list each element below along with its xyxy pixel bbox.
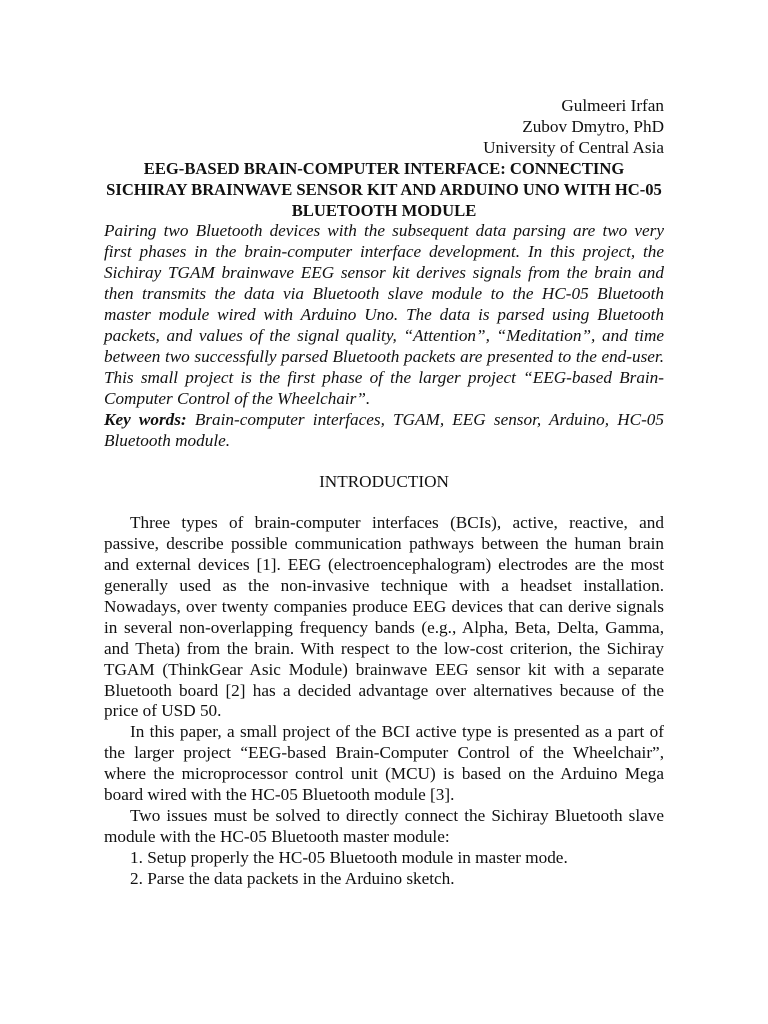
intro-paragraph-3: Two issues must be solved to directly connect the Sichiray Bluetooth slave module with the HC-05 Bluetooth master module: <box>104 806 664 846</box>
list-item-1: 1. Setup properly the HC-05 Bluetooth module in master mode. <box>130 847 568 867</box>
intro-paragraph-1: Three types of brain-computer interfaces (BCIs), active, reactive, and passive, describe possible communication pathways between the human brain and external devices [1]. EEG (electroencephalogram) electrodes are the most generally used as the non-invasive technique with a headset installation. Nowadays, over twenty companies produce EEG devices that can derive signals in several non-overlapping frequency bands (e.g., Alpha, Beta, Delta, Gamma, and Theta) from the brain. With respect to the low-cost criterion, the Sichiray TGAM (ThinkGear Asic Module) brainwave EEG sensor kit with a separate Bluetooth board [2] has a decided advantage over alternatives because of the price of USD 50. <box>104 513 664 721</box>
keywords-text: Brain-computer interfaces, TGAM, EEG sensor, Arduino, HC-05 Bluetooth module. <box>104 409 664 450</box>
author-block <box>104 96 664 159</box>
list-item-2: 2. Parse the data packets in the Arduino sketch. <box>130 868 455 888</box>
section-heading-introduction: INTRODUCTION <box>319 472 449 492</box>
keywords-label: Key words: <box>104 409 187 429</box>
author-affiliation: University of Central Asia <box>483 137 664 157</box>
keywords <box>104 410 664 452</box>
intro-paragraph-2: In this paper, a small project of the BCI active type is presented as a part of the larger project “EEG-based Brain-Computer Control of the Wheelchair”, where the microprocessor control unit (MCU) is based on the Arduino Mega board wired with the HC-05 Bluetooth module [3]. <box>104 722 664 805</box>
abstract: Pairing two Bluetooth devices with the subsequent data parsing are two very first phases in the brain-computer interface development. In this project, the Sichiray TGAM brainwave EEG sensor kit derives signals from the brain and then transmits the data via Bluetooth slave module to the HC-05 Bluetooth master module wired with Arduino Uno. The data is parsed using Bluetooth packets, and values of the signal quality, “Attention”, “Meditation”, and time between two successfully parsed Bluetooth packets are presented to the end-user. This small project is the first phase of the larger project “EEG-based Brain-Computer Control of the Wheelchair”. <box>104 221 664 408</box>
paper-page <box>104 96 664 890</box>
paper-title: EEG-BASED BRAIN-COMPUTER INTERFACE: CONNECTING SICHIRAY BRAINWAVE SENSOR KIT AND ARDUINO UNO WITH HC-05 BLUETOOTH MODULE <box>106 158 662 220</box>
author-name-1: Gulmeeri Irfan <box>561 96 664 115</box>
author-name-2: Zubov Dmytro, PhD <box>522 116 664 136</box>
